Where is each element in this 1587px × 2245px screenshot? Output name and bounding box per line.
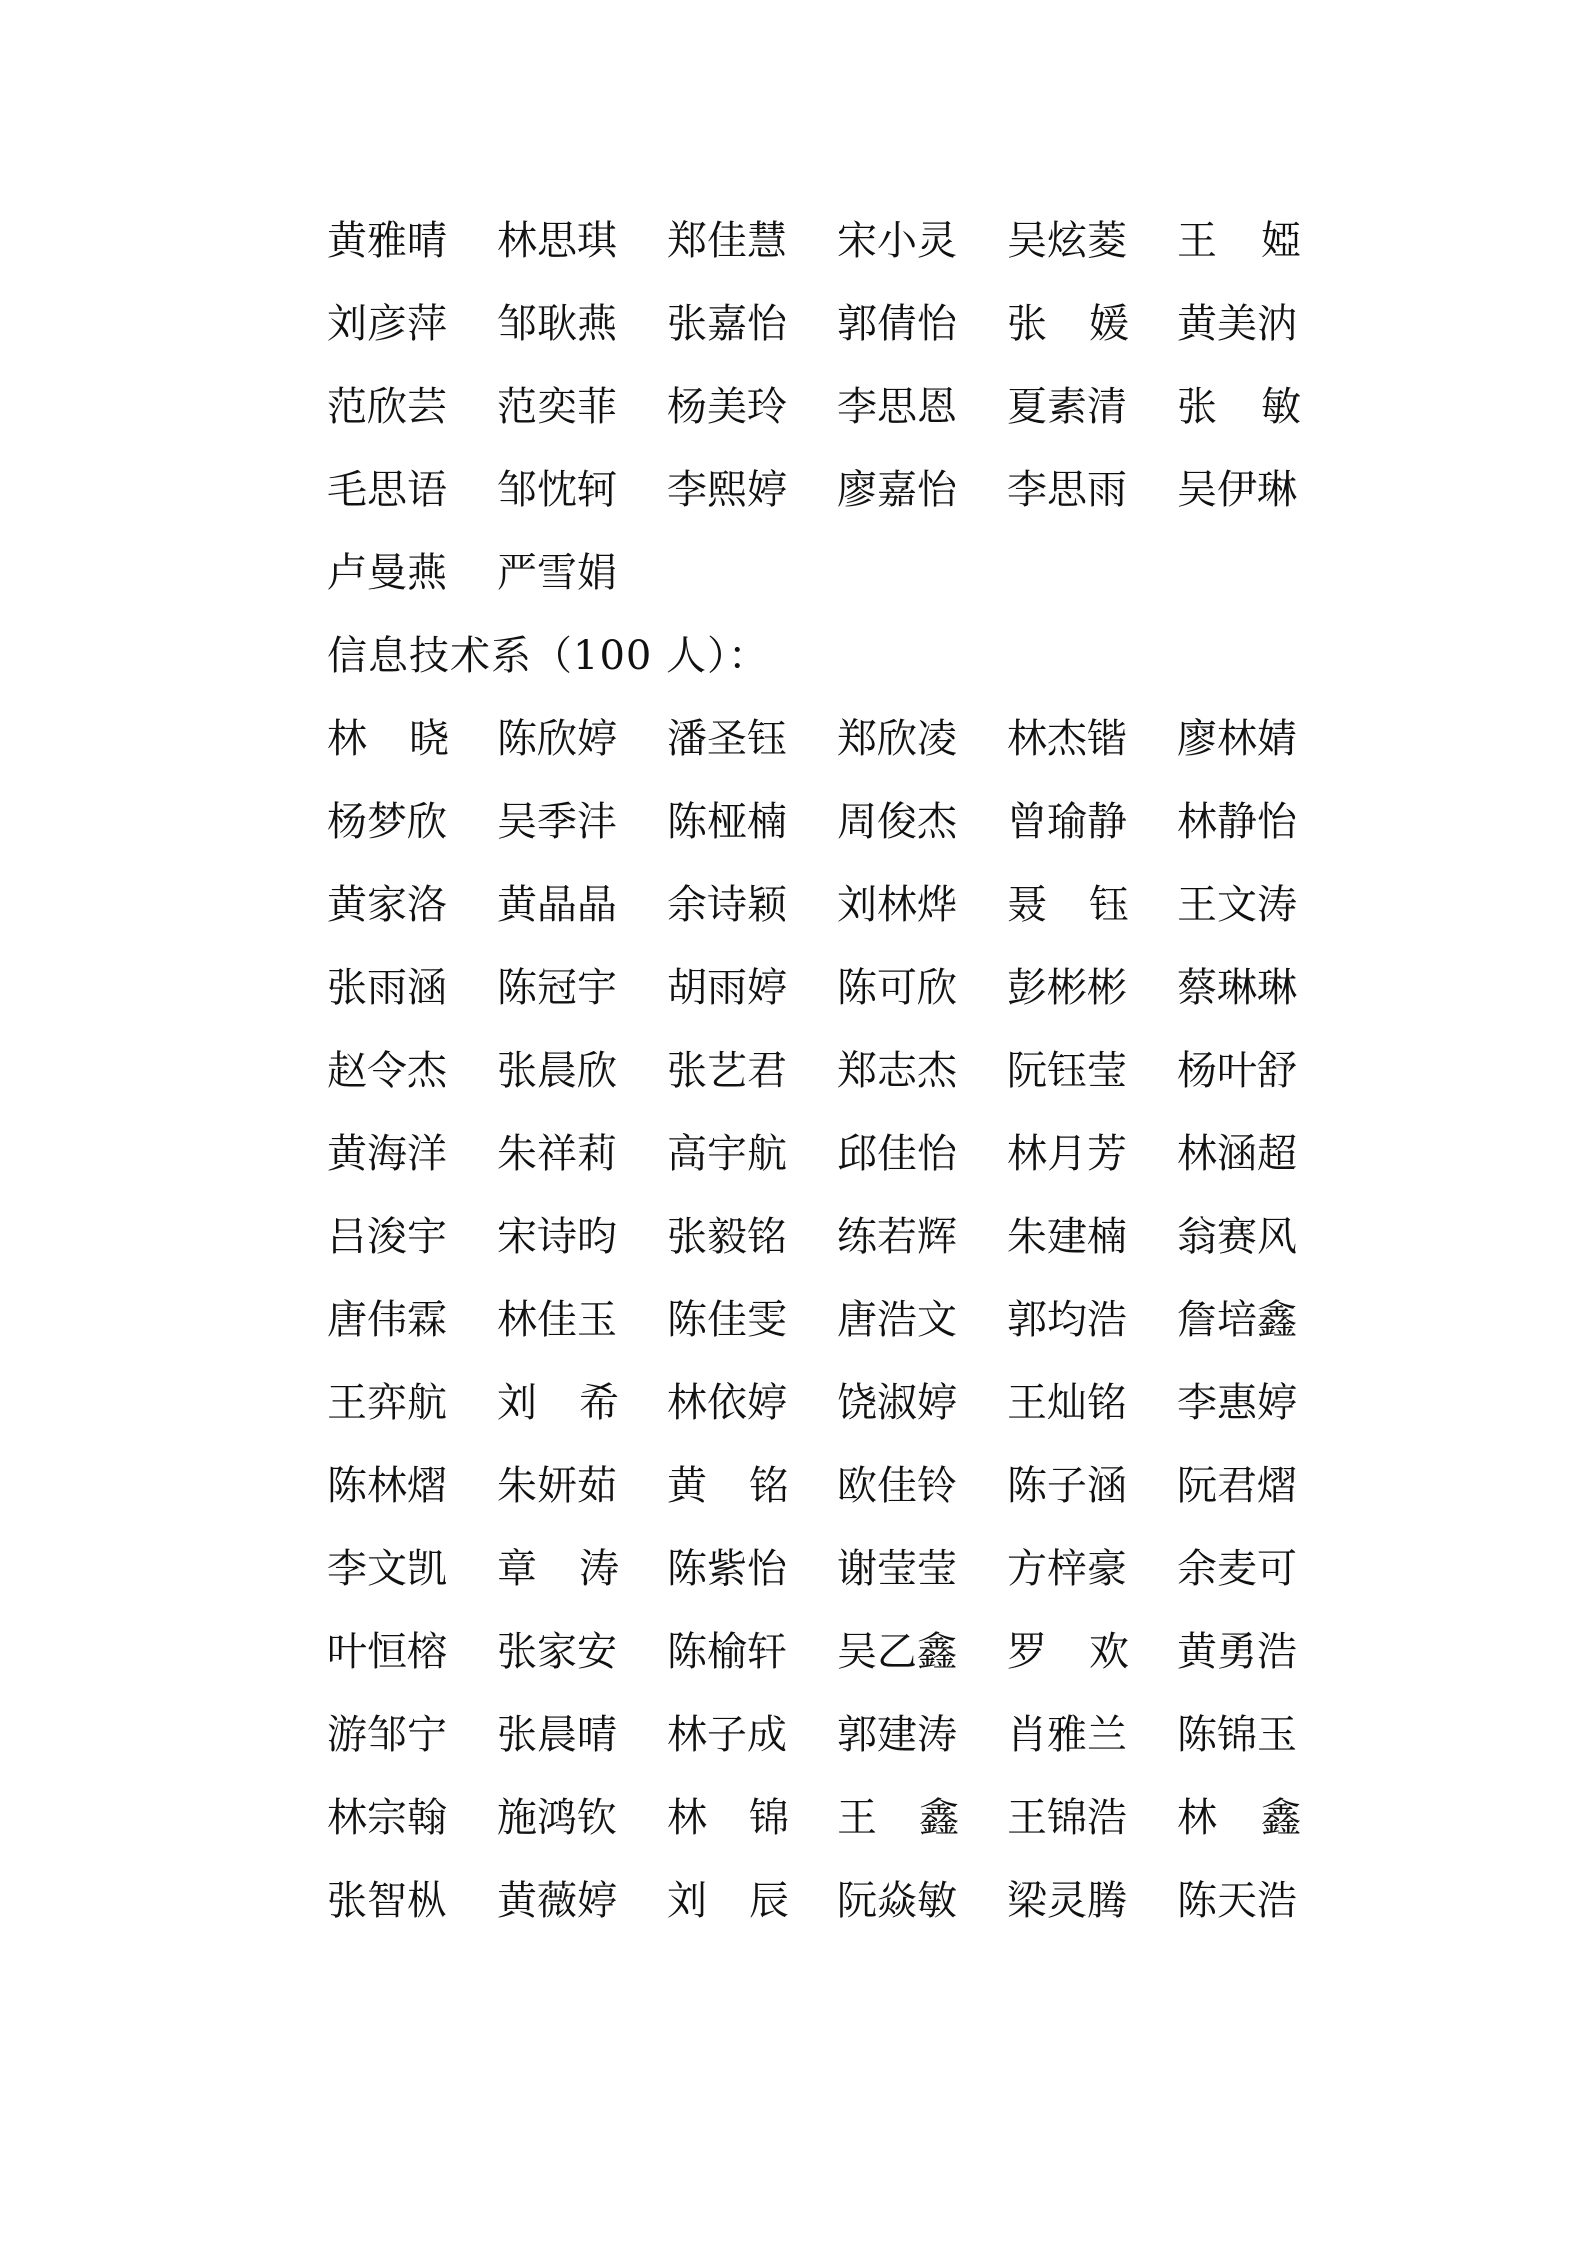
person-name: 李惠婷 xyxy=(1177,1380,1297,1426)
person-name: 方梓豪 xyxy=(1007,1546,1127,1592)
name-row xyxy=(327,200,1317,283)
name-row xyxy=(327,532,1317,615)
person-name: 陈锦玉 xyxy=(1177,1712,1297,1758)
person-name: 杨叶舒 xyxy=(1177,1048,1297,1094)
person-name: 聂 钰 xyxy=(1007,882,1129,928)
person-name: 邹耿燕 xyxy=(497,301,617,347)
person-name: 肖雅兰 xyxy=(1007,1712,1127,1758)
person-name: 游邹宁 xyxy=(327,1712,447,1758)
person-name: 邹忱轲 xyxy=(497,467,617,513)
name-row xyxy=(327,1611,1317,1694)
person-name: 宋诗昀 xyxy=(497,1214,617,1260)
person-name: 王弈航 xyxy=(327,1380,447,1426)
person-name: 陈可欣 xyxy=(837,965,957,1011)
person-name: 陈天浩 xyxy=(1177,1878,1297,1924)
person-name: 范奕菲 xyxy=(497,384,617,430)
person-name: 陈林熠 xyxy=(327,1463,447,1509)
person-name: 施鸿钦 xyxy=(497,1795,617,1841)
person-name: 林杰锴 xyxy=(1007,716,1127,762)
person-name: 林佳玉 xyxy=(497,1297,617,1343)
person-name: 陈佳雯 xyxy=(667,1297,787,1343)
person-name: 黄海洋 xyxy=(327,1131,447,1177)
person-name: 毛思语 xyxy=(327,467,447,513)
person-name: 余诗颖 xyxy=(667,882,787,928)
person-name: 练若辉 xyxy=(837,1214,957,1260)
person-name: 王锦浩 xyxy=(1007,1795,1127,1841)
person-name: 夏素清 xyxy=(1007,384,1127,430)
person-name: 高宇航 xyxy=(667,1131,787,1177)
person-name: 饶淑婷 xyxy=(837,1380,957,1426)
person-name: 张智枞 xyxy=(327,1878,447,1924)
person-name: 谢莹莹 xyxy=(837,1546,957,1592)
person-name: 林静怡 xyxy=(1177,799,1297,845)
person-name: 胡雨婷 xyxy=(667,965,787,1011)
person-name: 黄勇浩 xyxy=(1177,1629,1297,1675)
person-name: 张 媛 xyxy=(1007,301,1129,347)
person-name: 刘林烨 xyxy=(837,882,957,928)
person-name: 黄美汭 xyxy=(1177,301,1297,347)
person-name: 叶恒榕 xyxy=(327,1629,447,1675)
person-name: 阮钰莹 xyxy=(1007,1048,1127,1094)
person-name: 郭均浩 xyxy=(1007,1297,1127,1343)
person-name: 郑欣凌 xyxy=(837,716,957,762)
person-name: 彭彬彬 xyxy=(1007,965,1127,1011)
person-name: 章 涛 xyxy=(497,1546,619,1592)
name-row xyxy=(327,1113,1317,1196)
person-name: 余麦可 xyxy=(1177,1546,1297,1592)
person-name: 林依婷 xyxy=(667,1380,787,1426)
person-name: 张雨涵 xyxy=(327,965,447,1011)
person-name: 黄晶晶 xyxy=(497,882,617,928)
person-name: 李思恩 xyxy=(837,384,957,430)
person-name: 张毅铭 xyxy=(667,1214,787,1260)
name-row xyxy=(327,947,1317,1030)
name-row xyxy=(327,1030,1317,1113)
person-name: 张艺君 xyxy=(667,1048,787,1094)
person-name: 朱祥莉 xyxy=(497,1131,617,1177)
name-row xyxy=(327,1362,1317,1445)
person-name: 林月芳 xyxy=(1007,1131,1127,1177)
person-name: 刘 希 xyxy=(497,1380,619,1426)
person-name: 吴季沣 xyxy=(497,799,617,845)
person-name: 陈桠楠 xyxy=(667,799,787,845)
name-row xyxy=(327,1860,1317,1943)
name-row xyxy=(327,1196,1317,1279)
person-name: 陈榆轩 xyxy=(667,1629,787,1675)
person-name: 罗 欢 xyxy=(1007,1629,1129,1675)
person-name: 林思琪 xyxy=(497,218,617,264)
person-name: 张嘉怡 xyxy=(667,301,787,347)
name-row xyxy=(327,1445,1317,1528)
person-name: 李文凯 xyxy=(327,1546,447,1592)
person-name: 李熙婷 xyxy=(667,467,787,513)
person-name: 吕浚宇 xyxy=(327,1214,447,1260)
person-name: 郭建涛 xyxy=(837,1712,957,1758)
person-name: 欧佳铃 xyxy=(837,1463,957,1509)
person-name: 廖林婧 xyxy=(1177,716,1297,762)
person-name: 潘圣钰 xyxy=(667,716,787,762)
person-name: 梁灵腾 xyxy=(1007,1878,1127,1924)
person-name: 王 婭 xyxy=(1177,218,1301,264)
person-name: 张家安 xyxy=(497,1629,617,1675)
person-name: 阮焱敏 xyxy=(837,1878,957,1924)
person-name: 林涵超 xyxy=(1177,1131,1297,1177)
person-name: 杨美玲 xyxy=(667,384,787,430)
person-name: 陈欣婷 xyxy=(497,716,617,762)
name-row xyxy=(327,698,1317,781)
person-name: 唐伟霖 xyxy=(327,1297,447,1343)
person-name: 王文涛 xyxy=(1177,882,1297,928)
person-name: 吴乙鑫 xyxy=(837,1629,957,1675)
person-name: 李思雨 xyxy=(1007,467,1127,513)
person-name: 林宗翰 xyxy=(327,1795,447,1841)
person-name: 卢曼燕 xyxy=(327,550,447,596)
name-row xyxy=(327,283,1317,366)
person-name: 郑佳慧 xyxy=(667,218,787,264)
person-name: 詹培鑫 xyxy=(1177,1297,1297,1343)
person-name: 陈子涵 xyxy=(1007,1463,1127,1509)
person-name: 范欣芸 xyxy=(327,384,447,430)
person-name: 蔡琳琳 xyxy=(1177,965,1297,1011)
person-name: 吴炫菱 xyxy=(1007,218,1127,264)
person-name: 王灿铭 xyxy=(1007,1380,1127,1426)
person-name: 张 敏 xyxy=(1177,384,1301,430)
person-name: 林 鑫 xyxy=(1177,1795,1301,1841)
person-name: 张晨欣 xyxy=(497,1048,617,1094)
name-row xyxy=(327,864,1317,947)
person-name: 赵令杰 xyxy=(327,1048,447,1094)
person-name: 唐浩文 xyxy=(837,1297,957,1343)
name-row xyxy=(327,781,1317,864)
name-row xyxy=(327,1279,1317,1362)
person-name: 郭倩怡 xyxy=(837,301,957,347)
person-name: 朱建楠 xyxy=(1007,1214,1127,1260)
person-name: 王 鑫 xyxy=(837,1795,959,1841)
person-name: 林子成 xyxy=(667,1712,787,1758)
person-name: 严雪娟 xyxy=(497,550,617,596)
person-name: 宋小灵 xyxy=(837,218,957,264)
person-name: 吴伊琳 xyxy=(1177,467,1297,513)
person-name: 廖嘉怡 xyxy=(837,467,957,513)
person-name: 张晨晴 xyxy=(497,1712,617,1758)
person-name: 刘 辰 xyxy=(667,1878,789,1924)
person-name: 黄 铭 xyxy=(667,1463,789,1509)
name-list xyxy=(327,200,1317,1943)
person-name: 陈冠宇 xyxy=(497,965,617,1011)
person-name: 朱妍茹 xyxy=(497,1463,617,1509)
person-name: 杨梦欣 xyxy=(327,799,447,845)
person-name: 林 锦 xyxy=(667,1795,789,1841)
person-name: 刘彦萍 xyxy=(327,301,447,347)
name-row xyxy=(327,1694,1317,1777)
name-row xyxy=(327,1528,1317,1611)
person-name: 黄薇婷 xyxy=(497,1878,617,1924)
person-name: 周俊杰 xyxy=(837,799,957,845)
person-name: 邱佳怡 xyxy=(837,1131,957,1177)
person-name: 黄家洛 xyxy=(327,882,447,928)
person-name: 林 晓 xyxy=(327,716,449,762)
person-name: 陈紫怡 xyxy=(667,1546,787,1592)
person-name: 曾瑜静 xyxy=(1007,799,1127,845)
name-row xyxy=(327,366,1317,449)
person-name: 翁赛风 xyxy=(1177,1214,1297,1260)
person-name: 黄雅晴 xyxy=(327,218,447,264)
section-heading: 信息技术系（100 人）： xyxy=(327,633,770,679)
name-row xyxy=(327,1777,1317,1860)
name-row xyxy=(327,449,1317,532)
person-name: 阮君熠 xyxy=(1177,1463,1297,1509)
person-name: 郑志杰 xyxy=(837,1048,957,1094)
